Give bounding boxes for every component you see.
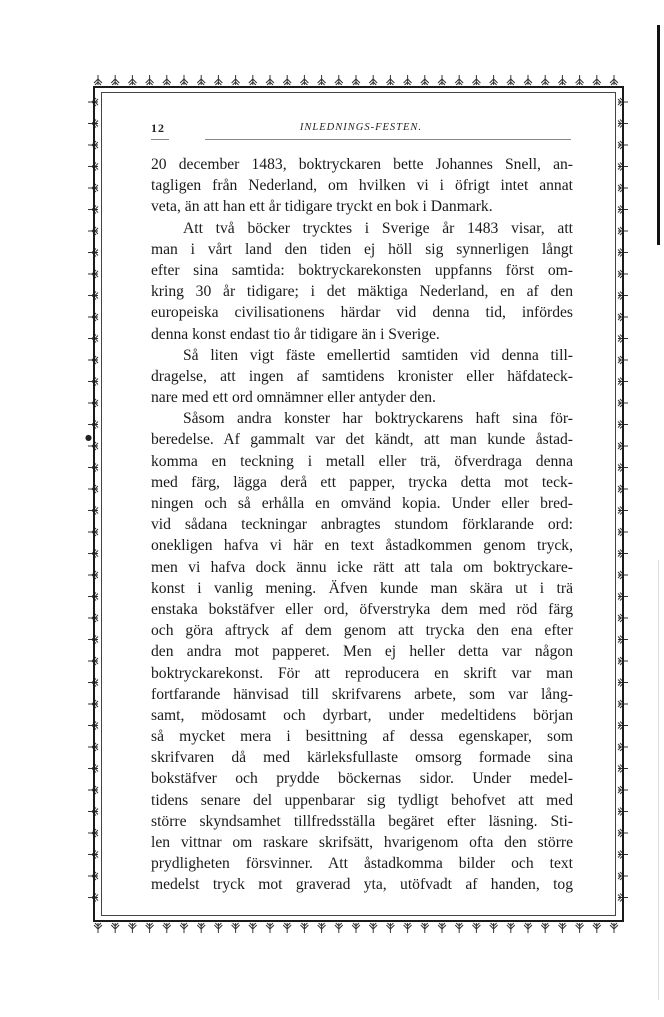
text-line: kring 30 år tidigare; i det mäktiga Nederland, en af den [151,283,573,301]
text-line: och göra aftryck af dem genom att trycka den ena efter [151,622,573,640]
ornament-sprig [197,923,205,933]
ornament-sprig [576,75,584,85]
ornament-sprig [300,75,308,85]
header-rule-left [151,139,169,140]
ornament-sprig [163,75,171,85]
ornament-border-bottom [86,920,632,936]
ornament-sprig [369,923,377,933]
text-line: enstaka bokstäfver eller ord, öfverstryka dem med röd färg [151,600,573,618]
ornament-sprig [318,75,326,85]
ornament-sprig [455,923,463,933]
text-line: den andra mot papperet. Men ej heller detta var någon [151,643,573,661]
ornament-sprig [146,923,154,933]
text-line: Såsom andra konster har boktryckarens haft sina för- [183,410,573,428]
ornament-sprig [214,923,222,933]
ornament-sprig [524,923,532,933]
text-line: Så liten vigt fäste emellertid samtiden vid denna till- [183,346,573,364]
text-line: komma en teckning i metall eller trä, öfverdraga denna [151,452,573,470]
ornament-sprig [249,923,257,933]
ornament-sprig [197,75,205,85]
ornament-sprig [558,75,566,85]
ornament-sprig [266,923,274,933]
ornament-sprig [558,923,566,933]
ornament-sprig [94,923,102,933]
text-line: Att två böcker trycktes i Sverige år 1483 visar, att [183,219,573,237]
ornament-sprig [386,923,394,933]
ornament-sprig [146,75,154,85]
ornament-sprig [610,923,618,933]
text-line: tagligen från Nederland, om hvilken vi i öfrigt intet annat [151,177,573,195]
text-line: bokstäfver och prydde böckernas sidor. Under medel- [151,770,573,788]
running-header [151,121,571,139]
text-line: prydligheten försvinner. Att åstadkomma bilder och text [151,855,573,873]
text-line: europeiska civilisationens härdar vid denna tid, infördes [151,304,573,322]
ornament-sprig [232,923,240,933]
ornament-sprig [369,75,377,85]
ornament-sprig [524,75,532,85]
ornament-sprig [352,75,360,85]
text-line: konst i vanlig mening. Äfven kunde man skära ut i trä [151,579,573,597]
text-line: veta, än att han ett år tidigare tryckt en bok i Danmark. [151,198,493,216]
text-line: ningen och så erhålla en omvänd kopia. Under eller bred- [151,495,573,512]
ornament-sprig [214,75,222,85]
ornament-sprig [128,75,136,85]
ornament-sprig [180,75,188,85]
ornament-sprig [111,75,119,85]
ornament-sprig [163,923,171,933]
text-line: denna konst endast tio år tidigare än i Sverige. [151,325,440,343]
ornament-sprig [404,75,412,85]
ornament-sprig [266,75,274,85]
ornament-sprig [576,923,584,933]
ornament-sprig [128,923,136,933]
gutter-edge-lower [658,560,659,1000]
ornament-sprig [472,75,480,85]
text-line: så mycket mera i besittning af dessa egenskaper, som [151,728,573,746]
ornament-sprig [386,75,394,85]
text-line: men vi hafva dock ännu icke rätt att tala om boktryckare- [151,558,573,576]
ornament-sprig [352,923,360,933]
ornament-sprig [541,923,549,933]
running-title: INLEDNINGS-FESTEN. [299,122,423,133]
text-line: nare med ett ord omnämner eller antyder den. [151,389,436,407]
text-line: len vittnar om raskare skrifsätt, hvarigenom ofta den större [151,834,573,851]
page-number: 12 [151,121,165,135]
ornament-sprig [438,75,446,85]
ornament-sprig [472,923,480,933]
ornament-sprig [335,75,343,85]
gutter-edge [657,25,660,245]
ornament-sprig [318,923,326,933]
ornament-sprig [421,75,429,85]
ornament-sprig [283,75,291,85]
ornament-sprig [490,923,498,933]
text-line: efter sina samtida: boktryckarekonsten uppfanns först om- [151,261,573,279]
text-line: skrifvaren då med kärleksfullaste omsorg formade sina [151,749,573,767]
ornament-sprig [507,75,515,85]
ornament-sprig [438,923,446,933]
header-rule-right [205,139,571,140]
margin-mark: ● [85,433,92,442]
ornament-sprig [593,75,601,85]
text-line: onekligen hafva vi här en text åstadkommen genom tryck, [151,537,573,555]
text-line: större skyndsamhet tillfredsställa begäret efter läsning. Sti- [151,812,573,830]
ornament-sprig [111,923,119,933]
text-line: dragelse, att ingen af samtidens kronister eller häfdateck- [151,367,573,385]
text-line: 20 december 1483, boktryckaren bette Johannes Snell, an- [151,156,573,173]
text-line: fortfarande hänvisad till skrifvarens arbete, som var lång- [151,685,573,703]
ornament-sprig [610,75,618,85]
text-line: vid sådana teckningar anbragtes stundom förklarande ord: [151,516,573,534]
ornament-sprig [232,75,240,85]
text-line: man i vårt land den tiden ej höll sig synnerligen långt [151,240,573,258]
text-line: tidens senare del uppenbarar sig tydligt behofvet att med [151,791,573,809]
text-line: samt, mödosamt och dyrbart, under medeltidens början [151,706,573,724]
text-line: medelst tryck mot graverad yta, utöfvadt af handen, tog [151,876,573,894]
body-text [151,154,573,896]
ornament-sprig [180,923,188,933]
text-line: med färg, lägga derå ett papper, trycka detta mot teck- [151,473,573,491]
ornament-sprig [249,75,257,85]
ornament-sprig [283,923,291,933]
ornament-sprig [421,923,429,933]
ornament-sprig [490,75,498,85]
ornament-sprig [593,923,601,933]
ornament-sprig [335,923,343,933]
text-line: boktryckarekonst. För att reproducera en skrift var man [151,664,573,682]
ornament-sprig [94,75,102,85]
ornament-sprig [404,923,412,933]
ornament-sprig [300,923,308,933]
ornament-sprig [541,75,549,85]
ornament-sprig [455,75,463,85]
text-line: beredelse. Af gammalt var det kändt, att man kunde åstad- [151,431,573,449]
ornament-sprig [507,923,515,933]
